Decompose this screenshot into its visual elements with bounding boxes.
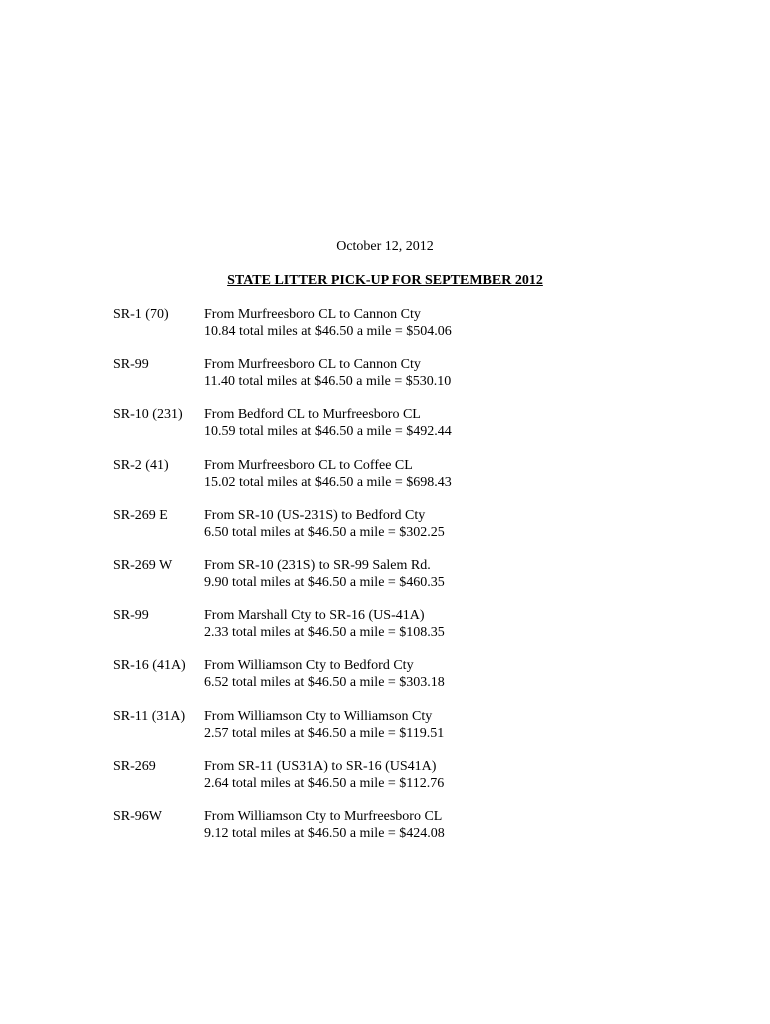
route-name: SR-10 (231) xyxy=(113,407,183,423)
route-segment: From Murfreesboro CL to Cannon Cty xyxy=(204,307,421,322)
route-entry xyxy=(113,507,673,557)
route-entry xyxy=(113,808,673,858)
route-cost: 11.40 total miles at $46.50 a mile = $530.10 xyxy=(204,374,452,390)
route-segment: From SR-10 (231S) to SR-99 Salem Rd. xyxy=(204,557,431,573)
document-date: October 12, 2012 xyxy=(336,239,434,254)
route-detail xyxy=(204,306,673,356)
route-entry xyxy=(113,306,673,356)
route-name: SR-2 (41) xyxy=(113,457,169,473)
route-name: SR-269 W xyxy=(113,557,173,573)
route-segment: From SR-11 (US31A) to SR-16 (US41A) xyxy=(204,758,437,774)
route-segment: From Murfreesboro CL to Cannon Cty xyxy=(204,357,421,373)
route-cost: 2.57 total miles at $46.50 a mile = $119.51 xyxy=(204,725,445,741)
route-cost: 6.52 total miles at $46.50 a mile = $303.18 xyxy=(204,675,445,691)
route-entry xyxy=(113,356,673,406)
route-detail xyxy=(204,657,673,707)
route-cost: 9.90 total miles at $46.50 a mile = $460.35 xyxy=(204,574,445,590)
route-entry xyxy=(113,708,673,758)
route-segment: From SR-10 (US-231S) to Bedford Cty xyxy=(204,507,426,523)
route-cost: 2.33 total miles at $46.50 a mile = $108.35 xyxy=(204,625,445,641)
route-segment: From Williamson Cty to Bedford Cty xyxy=(204,658,414,674)
route-name: SR-1 (70) xyxy=(113,307,169,322)
route-cost: 10.84 total miles at $46.50 a mile = $504.06 xyxy=(204,324,452,339)
route-cost: 6.50 total miles at $46.50 a mile = $302.25 xyxy=(204,524,445,540)
route-cost: 2.64 total miles at $46.50 a mile = $112.76 xyxy=(204,775,445,791)
route-name: SR-16 (41A) xyxy=(113,658,186,674)
route-detail xyxy=(204,406,673,456)
route-entry xyxy=(113,457,673,507)
route-segment: From Marshall Cty to SR-16 (US-41A) xyxy=(204,608,425,624)
route-detail xyxy=(204,457,673,507)
route-detail xyxy=(204,356,673,406)
route-name: SR-269 xyxy=(113,758,156,774)
route-entry xyxy=(113,607,673,657)
route-detail xyxy=(204,607,673,657)
route-entry xyxy=(113,406,673,456)
route-detail xyxy=(204,557,673,607)
route-entry xyxy=(113,758,673,808)
route-segment: From Williamson Cty to Williamson Cty xyxy=(204,708,433,724)
route-segment: From Murfreesboro CL to Coffee CL xyxy=(204,457,413,473)
route-cost: 9.12 total miles at $46.50 a mile = $424.08 xyxy=(204,825,445,841)
route-list xyxy=(113,306,673,858)
route-cost: 10.59 total miles at $46.50 a mile = $492.44 xyxy=(204,424,452,440)
route-name: SR-99 xyxy=(113,608,149,624)
route-entry xyxy=(113,557,673,607)
route-entry xyxy=(113,657,673,707)
route-name: SR-11 (31A) xyxy=(113,708,186,724)
route-cost: 15.02 total miles at $46.50 a mile = $698.43 xyxy=(204,474,452,490)
route-segment: From Williamson Cty to Murfreesboro CL xyxy=(204,808,443,824)
route-name: SR-99 xyxy=(113,357,149,373)
route-name: SR-96W xyxy=(113,808,162,824)
route-detail xyxy=(204,758,673,808)
route-segment: From Bedford CL to Murfreesboro CL xyxy=(204,407,421,423)
route-name: SR-269 E xyxy=(113,507,168,523)
route-detail xyxy=(204,708,673,758)
document-title: STATE LITTER PICK-UP FOR SEPTEMBER 2012 xyxy=(227,273,543,288)
route-detail xyxy=(204,808,673,858)
route-detail xyxy=(204,507,673,557)
